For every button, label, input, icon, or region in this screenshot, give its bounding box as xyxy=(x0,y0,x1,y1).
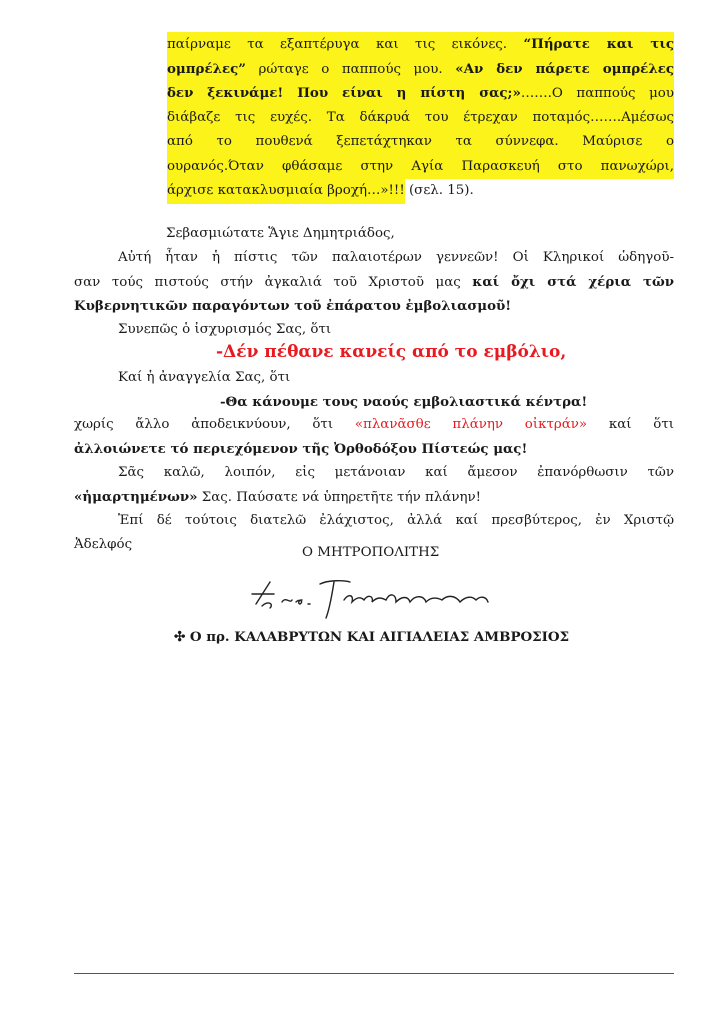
highlighted-quote xyxy=(167,32,674,204)
paragraph-bold-text: καί ὄχι στά χέρια τῶν xyxy=(472,274,675,290)
quote-line: ουρανός.Όταν φθάσαμε στην Αγία Παρασκευή στο πανωχώρι, xyxy=(167,155,674,180)
paragraph-line xyxy=(74,437,527,462)
quote-text: παίρναμε τα εξαπτέρυγα και τις εικόνες. xyxy=(167,37,524,52)
announcement-quote xyxy=(220,390,587,415)
paragraph-bold-text: Κυβερνητικῶν παραγόντων τοῦ ἐπάρατου ἐμβολιασμοῦ! xyxy=(74,298,512,314)
paragraph-line: Καί ἡ ἀναγγελία Σας, ὅτι xyxy=(118,370,291,385)
salutation: Σεβασμιώτατε Ἅγιε Δημητριάδος, xyxy=(166,226,395,241)
quote-line xyxy=(167,32,674,57)
paragraph-bold-text: «ἡμαρτημένων» xyxy=(74,489,198,505)
paragraph-bold-text: ἀλλοιώνετε τό περιεχόμενον τῆς Ὀρθοδόξου Πίστεώς μας! xyxy=(74,441,528,457)
handwritten-signature xyxy=(248,574,493,620)
quote-bold-text: ομπρέλες” xyxy=(167,60,246,77)
paragraph-line: Αὐτή ἦταν ἡ πίστις τῶν παλαιοτέρων γεννεῶν! Οἱ Κληρικοί ὡδηγοῦ- xyxy=(118,250,674,265)
signatory-title: Ο ΜΗΤΡΟΠΟΛΙΤΗΣ xyxy=(302,545,440,560)
quote-bold-text: «Αν δεν πάρετε ομπρέλες xyxy=(455,60,674,77)
quote-line xyxy=(167,81,674,106)
quote-text: …….Ο παππούς μου xyxy=(520,86,674,101)
quote-bold-text: “Πήρατε και τις xyxy=(523,36,674,52)
signatory-name xyxy=(174,625,569,650)
paragraph-text: καί ὅτι xyxy=(587,417,674,432)
footer-rule xyxy=(74,973,674,974)
quote-line: άρχισε κατακλυσμιαία βροχή…»!!! xyxy=(167,179,405,204)
paragraph-text: σαν τούς πιστούς στήν ἀγκαλιά τοῦ Χριστοῦ μας xyxy=(74,275,473,290)
paragraph-line xyxy=(74,270,674,295)
quote-line xyxy=(167,57,674,82)
quote-text: ρώταγε ο παππούς μου. xyxy=(245,61,456,77)
page-reference: (σελ. 15). xyxy=(404,183,474,198)
quote-line: διάβαζε τις ευχές. Τα δάκρυά του έτρεχαν ποταμός…….Αμέσως xyxy=(167,106,674,131)
announcement-text: -Θα κάνουμε τους ναούς εμβολιαστικά κέντρα! xyxy=(220,394,588,410)
closing-word: Ἀδελφός xyxy=(74,537,133,552)
paragraph-line: Σᾶς καλῶ, λοιπόν, εἰς μετάνοιαν καί ἄμεσον ἐπανόρθωσιν τῶν xyxy=(118,465,674,480)
paragraph-text: χωρίς ἄλλο ἀποδεικνύουν, ὅτι xyxy=(74,417,355,432)
quote-bold-text: δεν ξεκινάμε! Που είναι η πίστη σας;» xyxy=(167,85,521,101)
quote-line: από το πουθενά ξεπετάχτηκαν τα σύννεφα. Μαύρισε ο xyxy=(167,130,674,155)
paragraph-line xyxy=(74,485,481,510)
red-quote-text: «πλανᾶσθε πλάνην οἰκτράν» xyxy=(354,417,588,432)
signatory-name-text: ✣ Ο πρ. ΚΑΛΑΒΡΥΤΩΝ ΚΑΙ ΑΙΓΙΑΛΕΙΑΣ ΑΜΒΡΟΣΙΟΣ xyxy=(174,629,570,645)
paragraph-line xyxy=(74,294,511,319)
paragraph-text: Σας. Παύσατε νά ὑπηρετῆτε τήν πλάνην! xyxy=(197,490,482,505)
paragraph-line: Ἐπί δέ τούτοις διατελῶ ἐλάχιστος, ἀλλά καί πρεσβύτερος, ἐν Χριστῷ xyxy=(118,513,674,528)
paragraph-line: Συνεπῶς ὁ ἰσχυρισμός Σας, ὅτι xyxy=(118,322,332,337)
claim-quote: -Δέν πέθανε κανείς από το εμβόλιο, xyxy=(216,342,567,362)
paragraph-line xyxy=(74,413,674,437)
